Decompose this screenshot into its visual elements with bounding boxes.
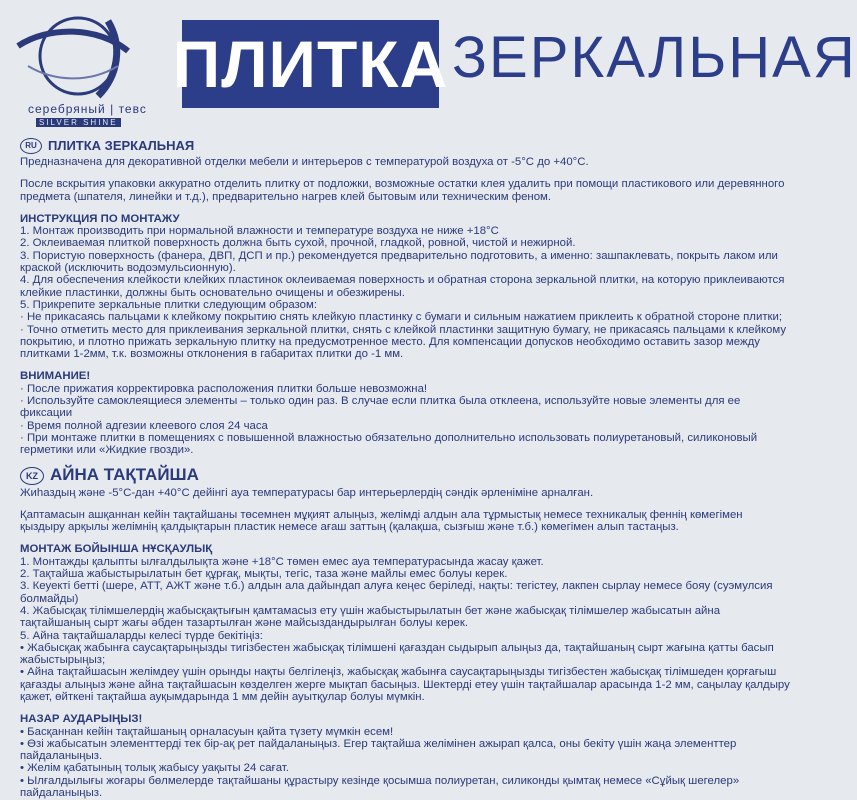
title-bold: ПЛИТКА <box>182 20 439 108</box>
list-item: · Точно отметить место для приклеивания зеркальной плитки, снять с клейкой пластинки защитную бумагу, не прикасаясь пальцами к клейкому покрытию, и плотно прижать зеркальную плитку на предусмотренное место. Для компенсации допусков необходимо оставить зазор между плитками 1-2мм, т.к. возможны отклонения в габаритах плитки до -1 мм. <box>20 323 787 361</box>
kz-title: АЙНА ТАҚТАЙША <box>50 465 199 485</box>
kz-section-title <box>20 467 790 485</box>
ru-language-badge: RU <box>20 138 42 154</box>
title-rest: ЗЕРКАЛЬНАЯ <box>452 25 857 90</box>
list-item: 2. Тақтайша жабыстырылатын бет құрғақ, мықты, тегіс, таза және майлы емес болуы керек. <box>20 568 508 581</box>
list-item: · Используйте самоклеящиеся элементы – только один раз. В случае если плитка была отклеена, используйте новые элементы для ее фиксации <box>20 395 741 420</box>
kz-install-list <box>20 556 790 704</box>
list-item: 5. Прикрепите зеркальные плитки следующим образом: <box>20 298 317 311</box>
list-item: 3. Кеуекті бетті (шере, АТТ, АЖТ және т.б.) алдын ала дайындап алуға кеңес беріледі, нақты: тегістеу, лакпен сырлау немесе бояу (суэмулсия болмайды) <box>20 580 773 605</box>
ru-attention-list <box>20 383 790 457</box>
list-item: • Жабысқақ жабынға саусақтарыңызды тигізбестен жабысқақ тілімшені қағаздан сыдырып алыңыз да, тақтайшаның сырт жағына қатты басып жабыстырыңыз; <box>20 641 774 667</box>
list-item: 5. Айна тақтайшаларды келесі түрде бекітіңіз: <box>20 629 263 642</box>
swirl-logo-icon <box>8 6 138 106</box>
list-item: · Не прикасаясь пальцами к клейкому покрытию снять клейкую пластинку с бумаги и сильным нажатием приклеить к обратной стороне плитки; <box>20 311 783 324</box>
list-item: · После прижатия корректировка расположения плитки больше невозможна! <box>20 382 428 395</box>
kz-intro: Жиһаздың және -5°С-дан +40°С дейінгі ауа температурасы бар интерьерлердің сәндік әрленіміне арналған. <box>20 486 594 499</box>
list-item: • Өзі жабысатын элементтерді тек бір-ақ рет пайдаланыңыз. Егер тақтайша желімінен ажырап қалса, оны бекіту үшін жаңа элементтер пайдаланыңыз. <box>20 737 737 763</box>
ru-title: ПЛИТКА ЗЕРКАЛЬНАЯ <box>48 137 195 153</box>
list-item: 1. Монтажды қалыпты ылғалдылықта және +18°С төмен емес ауа температурасында жасау қажет. <box>20 555 544 568</box>
ru-attention-title: ВНИМАНИЕ! <box>20 370 91 383</box>
list-item: 2. Оклеиваемая плиткой поверхность должна быть сухой, прочной, гладкой, ровной, чистой и нежирной. <box>20 237 576 250</box>
list-item: • Ылғалдылығы жоғары бөлмелерде тақтайшаны құрастыру кезінде қосымша полиуретан, силиконды қымтақ немесе «Сұйық шегелер» пайдаланыңыз. <box>20 774 740 800</box>
list-item: · При монтаже плитки в помещениях с повышенной влажностью обязательно дополнительно использовать полиуретановый, силиконовый герметики или «Жидкие гвозди». <box>20 431 758 457</box>
ru-unpack-text: После вскрытия упаковки аккуратно отделить плитку от подложки, возможные остатки клея удалить при помощи пластикового или деревянного предмета (шпателя, линейки и т.д.), предварительно нагрев клей бытовым или техническим феном. <box>20 178 785 203</box>
ru-section-title <box>20 138 790 154</box>
brand-logo <box>8 6 147 127</box>
ru-intro: Предназначена для декоративной отделки мебели и интерьеров с температурой воздуха от -5°С до +40°С. <box>20 156 589 168</box>
list-item: 1. Монтаж производить при нормальной влажности и температуре воздуха не ниже +18°С <box>20 225 499 238</box>
kz-attention-title: НАЗАР АУДАРЫҢЫЗ! <box>20 713 143 726</box>
list-item: 4. Жабысқақ тілімшелердің жабысқақтығын қамтамасыз ету үшін жабыстырылатын бет және жабысқақ тілімшелер жабысатын айна тақтайшаның сырт жағы әбден тазартылған және майсыздандырылған болуы керек. <box>20 604 721 630</box>
kz-unpack-text: Қаптамасын ашқаннан кейін тақтайшаны төсемнен мұқият алыңыз, желімді алдын ала тұрмыстық немесе техникалық феннің көмегімен қыздыру арқылы желімнің қалдықтарын пластик немесе ағаш заттың (қалақша, сызғыш және т.б.) көмегімен алып тастаңыз. <box>20 508 743 534</box>
kz-language-badge: KZ <box>20 467 44 485</box>
list-item: • Айна тақтайшасын желімдеу үшін орынды нақты белгілеңіз, жабысқақ жабынға саусақтарыңызды тигізбестен жабысқақ тілімшеден қорғағыш қағазды алыңыз және айна тақтайшасын көзделген жерге мықтап басыңыз. Шектерді етеу үшін тақтайшалар арасында 1-2 мм, саңылау қалдыру қажет, өйткені тақтайша ауқымдарында 1 мм дейін ауытқулар болуы мүмкін. <box>20 666 790 703</box>
list-item: 3. Пористую поверхность (фанера, ДВП, ДСП и пр.) рекомендуется предварительно подготовить, а именно: зашпаклевать, покрыть лаком или краской (исключить водоэмульсионную). <box>20 249 778 275</box>
ru-install-title: ИНСТРУКЦИЯ ПО МОНТАЖУ <box>20 212 180 225</box>
logo-text: серебряный | тевс <box>28 102 147 116</box>
kz-install-title: МОНТАЖ БОЙЫНША НҰСҚАУЛЫҚ <box>20 543 213 556</box>
list-item: · Время полной адгезии клеевого слоя 24 часа <box>20 419 268 432</box>
list-item: • Басқаннан кейін тақтайшаның орналасуын қайта түзету мүмкін есем! <box>20 725 394 738</box>
instructions-content <box>20 138 790 799</box>
logo-subtext: SILVER SHINE <box>36 118 121 127</box>
header <box>0 0 857 132</box>
ru-install-list <box>20 225 790 360</box>
list-item: 4. Для обеспечения клейкости клейких пластинок оклеиваемая поверхность и обратная сторона зеркальной плитки, на которую приклеиваются клейкие пластинки, должны быть основательно очищены и обезжирены. <box>20 274 785 299</box>
list-item: • Желім қабатының толық жабысу уақыты 24 сағат. <box>20 762 289 775</box>
kz-attention-list <box>20 726 790 800</box>
